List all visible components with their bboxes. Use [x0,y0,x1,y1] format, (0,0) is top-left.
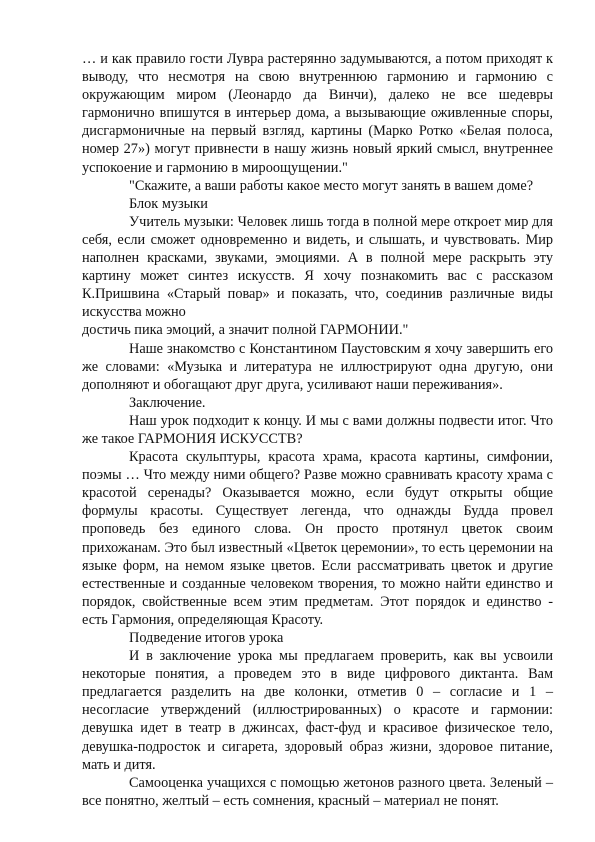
heading-music-block: Блок музыки [129,195,208,212]
paragraph-self-evaluation: Самооценка учащихся с помощью жетонов разного цвета. Зеленый – все понятно, желтый – есть сомнения, красный – материал не понят. [82,774,553,809]
paragraph-louvre: … и как правило гости Лувра растерянно задумываются, а потом приходят к выводу, что несмотря на свою внутреннюю гармонию и гармонию с окружающим миром (Леонардо да Винчи), далеко не все шедевры гармонично впишутся в интерьер дома, а вызывающие оживленные споры, дисгармоничные на первый взгляд, картины (Марко Ротко «Белая полоса, номер 27») могут привнести в нашу жизнь новый яркий смысл, внутреннее успокоение и гармонию в мироощущении." [82,51,553,176]
paragraph-dictation: И в заключение урока мы предлагаем проверить, как вы усвоили некоторые понятия, а проведем это в виде цифрового диктанта. Вам предлагается разделить на две колонки, отметив 0 – согласие и 1 – несогласие утверждений (иллюстрированных) о красоте и гармонии: девушка идет в театр в джинсах, фаст-фуд и красивое физическое тело, девушка-подросток и сигарета, здоровый образ жизни, здоровое питание, мать и дитя. [82,648,553,773]
paragraph-music-teacher: Учитель музыки: Человек лишь тогда в полной мере откроет мир для себя, если сможет одновременно и видеть, и слышать, и чувствовать. Мир наполнен красками, звуками, эмоциями. А в полной мере раскрыть эту картину может синтез искусств. Я хочу познакомить вас с рассказом К.Пришвина «Старый повар» и показать, что, соединив различные виды искусства можно [82,213,553,321]
document-page [82,50,553,810]
paragraph-paustovsky: Наше знакомство с Константином Паустовским я хочу завершить его же словами: «Музыка и литература не иллюстрируют одна другую, они дополняют и обогащают друг друга, усиливают наши переживания». [82,340,553,393]
heading-lesson-summary: Подведение итогов урока [129,630,284,646]
paragraph-music-continuation: достичь пика эмоций, а значит полной ГАРМОНИИ." [82,322,409,339]
paragraph-conclusion: Наш урок подходит к концу. И мы с вами должны подвести итог. Что же такое ГАРМОНИЯ ИСКУССТВ? [82,412,553,447]
heading-conclusion: Заключение. [129,394,206,411]
paragraph-question: "Скажите, а ваши работы какое место могут занять в вашем доме? [129,177,534,194]
paragraph-beauty: Красота скульптуры, красота храма, красота картины, симфонии, поэмы … Что между ними общего? Разве можно сравнивать красоту храма с красотой серенады? Оказывается можно, если будут открыты общие формулы красоты. Существует легенда, что однажды Будда провел проповедь без единого слова. Он просто протянул цветок своим прихожанам. Это был известный «Цветок церемонии», то есть церемонии на языке форм, на немом языке цветов. Если рассматривать цветок и другие естественные и созданные человеком творения, то можно найти единство и порядок, свойственные всем этим предметам. Этот порядок и единство - есть Гармония, определяющая Красоту. [82,449,553,628]
